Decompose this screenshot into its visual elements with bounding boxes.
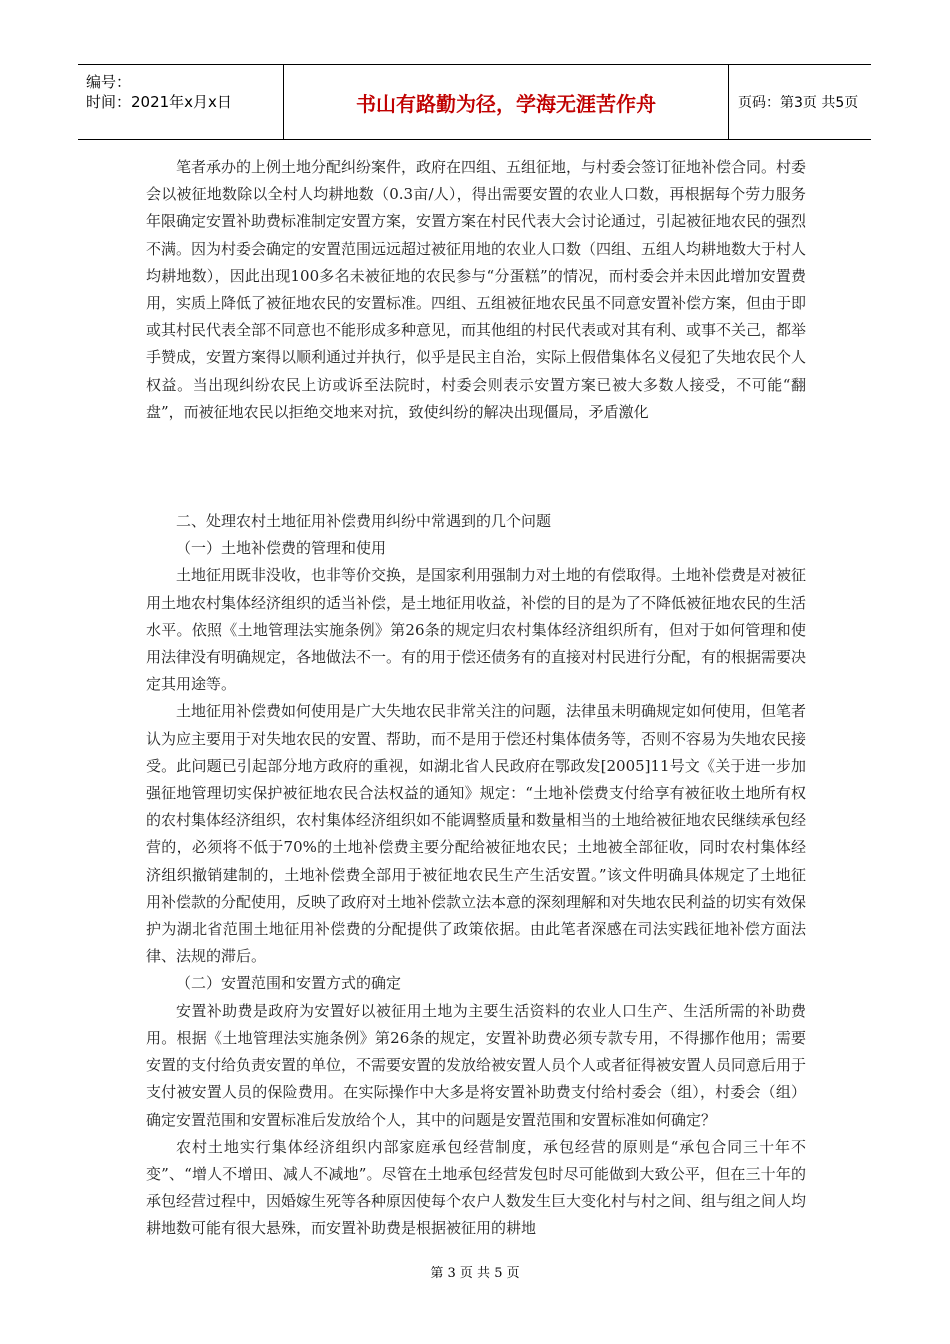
paragraph-compensation-usage: 土地征用补偿费如何使用是广大失地农民非常关注的问题，法律虽未明确规定如何使用，但笔者认为应主要用于对失地农民的安置、帮助，而不是用于偿还村集体债务等，否则不容易为失地农民接受。此问题已引起部分地方政府的重视，如湖北省人民政府在鄂政发[2005]11号文《关于进一步加强征地管理切实保护被征地农民合法权益的通知》规定：“土地补偿费支付给享有被征收土地所有权的农村集体经济组织，农村集体经济组织如不能调整质量和数量相当的土地给被征地农民继续承包经营的，必须将不低于70%的土地补偿费主要分配给被征地农民；土地被全部征收，同时农村集体经济组织撤销建制的，土地补偿费全部用于被征地农民生产生活安置。”该文件明确具体规定了土地征用补偿款的分配使用，反映了政府对土地补偿款立法本意的深刻理解和对失地农民利益的切实有效保护为湖北省范围土地征用补偿费的分配提供了政策依据。由此笔者深感在司法实践征地补偿方面法律、法规的滞后。 xyxy=(146,702,807,966)
doc-number-label: 编号： xyxy=(86,73,132,91)
paragraph-resettlement-subsidy: 安置补助费是政府为安置好以被征用土地为主要生活资料的农业人口生产、生活所需的补助费用。根据《土地管理法实施条例》第26条的规定，安置补助费必须专款专用，不得挪作他用；需要安置的支付给负责安置的单位，不需要安置的发放给被安置人员个人或者征得被安置人员同意后用于支付被安置人员的保险费用。在实际操作中大多是将安置补助费支付给村委会（组），村委会（组）确定安置范围和安置标准后发放给个人，其中的问题是安置范围和安置标准如何确定？ xyxy=(146,1001,807,1129)
page-header xyxy=(78,64,871,140)
paragraph-household-contract: 农村土地实行集体经济组织内部家庭承包经营制度，承包经营的原则是“承包合同三十年不变”、“增人不增田、减人不减地”。尽管在土地承包经营发包时尽可能做到大致公平，但在三十年的承包经营过程中，因婚嫁生死等各种原因使每个农户人数发生巨大变化村与村之间、组与组之间人均耕地数可能有很大悬殊，而安置补助费是根据被征用的耕地 xyxy=(146,1137,807,1238)
section-heading-2: 二、处理农村土地征用补偿费用纠纷中常遇到的几个问题 xyxy=(176,512,552,531)
header-meta xyxy=(78,65,282,139)
header-page-info: 页码：第3页 共5页 xyxy=(738,95,859,111)
paragraph-case-description: 笔者承办的上例土地分配纠纷案件，政府在四组、五组征地，与村委会签订征地补偿合同。村委会以被征地数除以全村人均耕地数（0.3亩/人），得出需要安置的农业人口数，再根据每个劳力服务年限确定安置补助费标准制定安置方案，安置方案在村民代表大会讨论通过，引起被征地农民的强烈不满。因为村委会确定的安置范围远远超过被征用地的农业人口数（四组、五组人均耕地数大于村人均耕地数），因此出现100多名未被征地的农民参与“分蛋糕”的情况，而村委会并未因此增加安置费用，实质上降低了被征地农民的安置标准。四组、五组被征地农民虽不同意安置补偿方案，但由于即或其村民代表全部不同意也不能形成多种意见，而其他组的村民代表或对其有利、或事不关己，都举手赞成，安置方案得以顺利通过并执行，似乎是民主自治，实际上假借集体名义侵犯了失地农民个人权益。当出现纠纷农民上访或诉至法院时，村委会则表示安置方案已被大多数人接受，不可能“翻盘”，而被征地农民以拒绝交地来对抗，致使纠纷的解决出现僵局，矛盾激化 xyxy=(146,158,807,421)
header-motto: 书山有路勤为径，学海无涯苦作舟 xyxy=(283,65,729,139)
page-footer: 第 3 页 共 5 页 xyxy=(430,1266,520,1281)
subsection-heading-2-1: （一）土地补偿费的管理和使用 xyxy=(176,539,387,558)
subsection-heading-2-2: （二）安置范围和安置方式的确定 xyxy=(176,974,402,993)
paragraph-land-compensation: 土地征用既非没收，也非等价交换，是国家利用强制力对土地的有偿取得。土地补偿费是对被征用土地农村集体经济组织的适当补偿，是土地征用收益，补偿的目的是为了不降低被征地农民的生活水平。依照《土地管理法实施条例》第26条的规定归农村集体经济组织所有，但对于如何管理和使用法律没有明确规定，各地做法不一。有的用于偿还债务有的直接对村民进行分配，有的根据需要决定其用途等。 xyxy=(146,566,807,694)
paragraph-spacer xyxy=(146,426,806,508)
document-body xyxy=(146,154,806,1243)
doc-date-label: 时间：2021年x月x日 xyxy=(86,93,232,111)
